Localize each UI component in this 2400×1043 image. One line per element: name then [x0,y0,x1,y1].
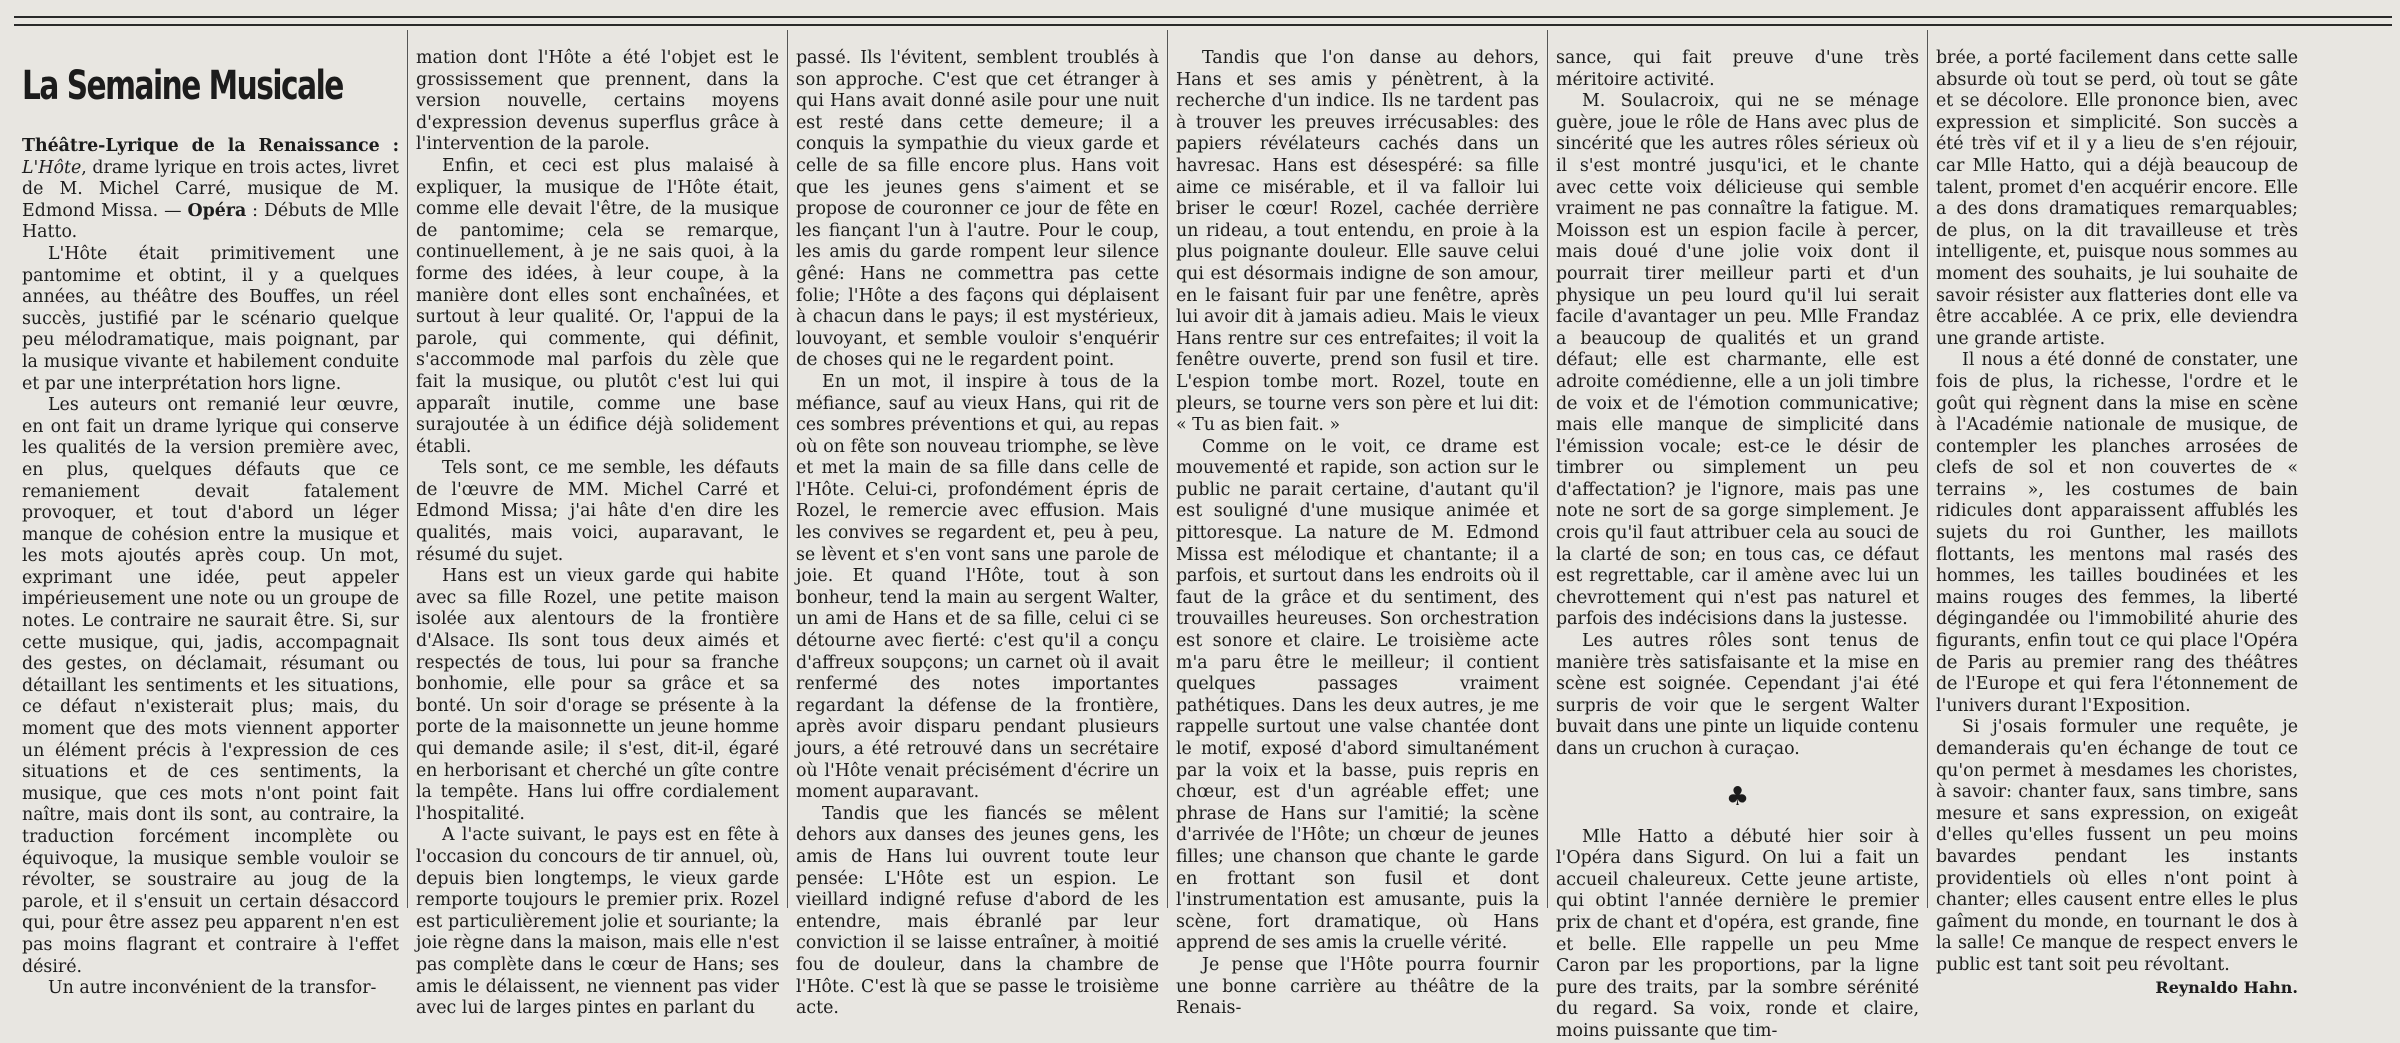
paragraph: Si j'osais formuler une requête, je demanderais qu'en échange de tout ce qu'on permet à mesdames les choristes, à savoir: chanter faux, sans timbre, sans mesure et sans expression, on exigeât d'elles qu'elles fussent un peu moins bavardes pendant les instants providentiels où elles n'ont point à chanter; elles causent entre elles le plus gaîment du monde, en tournant le dos à la salle! Ce manque de respect envers le public est tant soit peu révoltant. [1936,717,2298,975]
paragraph: Il nous a été donné de constater, une fois de plus, la richesse, l'ordre et le goût qui règnent dans la mise en scène à l'Académie nationale de musique, de contempler les planches arrosées de clefs de sol et non couvertes de « terrains », les costumes de bain ridicules dont apparaissent affublés les sujets du roi Gunther, les maillots flottants, les mentons mal rasés des hommes, les tailles boudinées et les mains rouges des femmes, la liberté dégingandée ou l'immobilité ahurie des figurants, enfin tout ce qui place l'Opéra de Paris au premier rang des théâtres de l'Europe et qui fera l'étonnement de l'univers durant l'Exposition. [1936,350,2298,716]
column-3 [788,30,1168,1019]
author-signature: Reynaldo Hahn. [2155,977,2298,997]
club-ornament-icon: ♣ [1725,781,1750,812]
column-4 [1168,30,1548,1019]
paragraph: Un autre inconvénient de la transfor- [48,978,377,999]
paragraph: Mlle Hatto a débuté hier soir à l'Opéra dans Sigurd. On lui a fait un accueil chaleureux. Cette jeune artiste, qui obtint l'année dernière le premier prix de chant et d'opéra, est grande, fine et belle. Elle rappelle un peu Mme Caron par les proportions, par la ligne pure des traits, par la sombre sérénité du regard. Sa voix, ronde et claire, moins puissante que tim- [1556,826,1919,1041]
paragraph: Les autres rôles sont tenus de manière très satisfaisante et la mise en scène est soignée. Cependant j'ai été surpris de voir que le sergent Walter buvait dans une pinte un liquide contenu dans un cruchon à curaçao. [1556,631,1919,759]
paragraph: sance, qui fait preuve d'une très méritoire activité. [1556,48,1919,90]
paragraph: passé. Ils l'évitent, semblent troublés à son approche. C'est que cet étranger à qui Hans avait donné asile pour une nuit est resté dans cette demeure; il a conquis la sympathie du vieux garde et celle de sa fille encore plus. Hans voit que les jeunes gens s'aiment et se propose de couronner ce jour de fête en les fiançant l'un à l'autre. Pour le coup, les amis du garde rompent leur silence gêné: Hans ne commettra pas cette folie; l'Hôte a des façons qui déplaisent à chacun dans le pays; il est mystérieux, louvoyant, et semble vouloir s'enquérir de choses qui ne le regardent point. [796,48,1159,371]
subhead-opera-rest: : Débuts de Mlle Hatto. [22,200,399,243]
paragraph: Tels sont, ce me semble, les défauts de l'œuvre de MM. Michel Carré et Edmond Missa; j'ai hâte d'en dire les qualités, mais voici, auparavant, le résumé du sujet. [416,458,779,565]
column-1 [14,30,408,999]
subhead-theatre: Théâtre-Lyrique de la Renaissance : [22,136,399,156]
column-5 [1548,30,1928,1041]
paragraph: En un mot, il inspire à tous de la méfiance, sauf au vieux Hans, qui rit de ces sombres préventions et qui, au repas où on fête son nouveau triomphe, se lève et met la main de sa fille dans celle de l'Hôte. Celui-ci, profondément épris de Rozel, le remercie avec effusion. Mais les convives se regardent et, peu à peu, se lèvent et s'en vont sans une parole de joie. Et quand l'Hôte, tout à son bonheur, tend la main au sergent Walter, un ami de Hans et de sa fille, celui ci se détourne avec fierté: c'est qu'il a conçu d'affreux soupçons; un carnet où il avait renfermé des notes importantes regardant la défense de la frontière, après avoir disparu pendant plusieurs jours, a été retrouvé dans un secrétaire où l'Hôte venait précisément d'écrire un moment auparavant. [796,371,1159,803]
article-subhead [22,136,399,244]
column-2 [408,30,788,1019]
paragraph: Comme on le voit, ce drame est mouvementé et rapide, son action sur le public ne parait certaine, d'autant qu'il est souligné d'une musique animée et pittoresque. La nature de M. Edmond Missa est mélodique et chantante; il a parfois, et surtout dans les endroits où il faut de la grâce et du sentiment, des trouvailles heureuses. Son orchestration est sonore et claire. Le troisième acte m'a paru être le meilleur; il contient quelques passages vraiment pathétiques. Dans les deux autres, je me rappelle surtout une valse chantée dont le motif, exposé d'abord simultanément par la voix et la basse, puis repris en chœur, est d'un agréable effet; une phrase de Hans sur l'amitié; la scène d'arrivée de l'Hôte; un chœur de jeunes filles; une chanson que chante le garde en frottant son fusil et dont l'instrumentation est amusante, puis la scène, fort dramatique, où Hans apprend de ses amis la cruelle vérité. [1176,436,1539,954]
paragraph: A l'acte suivant, le pays est en fête à l'occasion du concours de tir annuel, où, depuis bien longtemps, le vieux garde remporte toujours le premier prix. Rozel est particulièrement jolie et souriante; la joie règne dans la maison, mais elle n'est pas complète dans le cœur de Hans; ses amis le délaissent, ne viennent pas vider avec lui de larges pintes en parlant du [416,825,779,1019]
column-6 [1928,30,2306,997]
paragraph: Tandis que l'on danse au dehors, Hans et ses amis y pénètrent, à la recherche d'un indice. Ils ne tardent pas à trouver les preuves irrécusables: des papiers révélateurs cachés dans un havresac. Hans est désespéré: sa fille aime ce misérable, et il va falloir lui briser le cœur! Rozel, cachée derrière un rideau, a tout entendu, en proie à la plus poignante douleur. Elle sauve celui qui est désormais indigne de son amour, en le faisant fuir par une fenêtre, après lui avoir dit à jamais adieu. Mais le vieux Hans rentre sur ces entrefaites; il voit la fenêtre ouverte, prend son fusil et tire. L'espion tombe mort. Rozel, toute en pleurs, se tourne vers son père et lui dit: « Tu as bien fait. » [1176,48,1539,436]
paragraph: Enfin, et ceci est plus malaisé à expliquer, la musique de l'Hôte était, comme elle devait l'être, de la musique de pantomime; cela se remarque, continuellement, à je ne sais quoi, à la forme des idées, à leur coupe, à la manière dont elles sont enchaînées, et surtout à leur qualité. Or, l'appui de la parole, qui commente, qui définit, s'accommode mal parfois du zèle que fait la musique, ou plutôt c'est lui qui apparaît inutile, comme une base surajoutée à un édifice déjà solidement établi. [416,155,779,457]
newspaper-page [14,30,2394,1041]
paragraph: Hans est un vieux garde qui habite avec sa fille Rozel, une petite maison isolée aux alentours de la frontière d'Alsace. Ils sont tous deux aimés et respectés de tous, lui pour sa franche bonhomie, elle pour sa grâce et sa bonté. Un soir d'orage se présente à la porte de la maisonnette un jeune homme qui demande asile; il s'est, dit-il, égaré en herborisant et cherché un gîte contre la tempête. Hans lui offre cordialement l'hospitalité. [416,566,779,824]
paragraph: brée, a porté facilement dans cette salle absurde où tout se perd, où tout se gâte et se décolore. Elle prononce bien, avec expression et simplicité. Son succès a été très vif et il y a lieu de s'en réjouir, car Mlle Hatto, qui a déjà beaucoup de talent, promet d'en acquérir encore. Elle a des dons dramatiques remarquables; de plus, on la dit travailleuse et très intelligente, et, puisque nous sommes au moment des souhaits, je lui souhaite de savoir résister aux flatteries dont elle va être accablée. A ce prix, elle deviendra une grande artiste. [1936,48,2298,349]
top-rule [14,16,2392,26]
paragraph: Les auteurs ont remanié leur œuvre, en ont fait un drame lyrique qui conserve les qualités de la version première avec, en plus, quelques défauts que ce remaniement devait fatalement provoquer, et tout d'abord un léger manque de cohésion entre la musique et les mots ajoutés après coup. Un mot, exprimant une idée, peut appeler impérieusement une note ou un groupe de notes. Le contraire ne saurait être. Si, sur cette musique, qui, jadis, accompagnait des gestes, on déclamait, résumant ou détaillant les sentiments et les situations, ce défaut n'existerait plus; mais, du moment que des mots viennent apporter un élément précis à l'expression de ces situations et de ces sentiments, la musique, que ces mots n'ont point fait naître, mais dont ils sont, au contraire, la traduction forcément incomplète ou équivoque, la musique semble vouloir se révolter, se soustraire au joug de la parole, et il s'ensuit un certain désaccord qui, pour être assez peu apparent n'en est pas moins flagrant et contraire à l'effet désiré. [22,395,399,977]
article-title: La Semaine Musicale [22,63,343,109]
subhead-opera: Opéra [187,200,247,221]
paragraph: L'Hôte était primitivement une pantomime et obtint, il y a quelques années, au théâtre des Bouffes, un réel succès, justifié par le scénario quelque peu mélodramatique, mais poignant, par la musique vivante et habilement conduite et par une interprétation hors ligne. [22,243,399,394]
subhead-hote-title: L'Hôte [22,157,82,178]
paragraph: Tandis que les fiancés se mêlent dehors aux danses des jeunes gens, les amis de Hans lui ouvrent toute leur pensée: L'Hôte est un espion. Le vieillard indigné refuse d'abord de les entendre, mais ébranlé par leur conviction il se laisse entraîner, à moitié fou de douleur, dans la chambre de l'Hôte. C'est là que se passe le troisième acte. [796,803,1159,1019]
paragraph: mation dont l'Hôte a été l'objet est le grossissement que prennent, dans la version nouvelle, certains moyens d'expression devenus superflus grâce à l'intervention de la parole. [416,48,779,155]
subhead-hote-rest: , drame lyrique en trois actes, livret de M. Michel Carré, musique de M. Edmond Missa. — [22,157,399,221]
paragraph: Je pense que l'Hôte pourra fournir une bonne carrière au théâtre de la Renais- [1176,954,1539,1019]
paragraph: M. Soulacroix, qui ne se ménage guère, joue le rôle de Hans avec plus de sincérité que les autres rôles sérieux où il s'est montré jusqu'ici, et le chante avec cette voix délicieuse qui semble vraiment ne pas connaître la fatigue. M. Moisson est un espion facile à percer, mais doué d'une jolie voix dont il pourrait tirer meilleur parti et d'un physique un peu lourd qu'il lui serait facile d'avantager un peu. Mlle Frandaz a beaucoup de qualités et un grand défaut; elle est charmante, elle est adroite comédienne, elle a un joli timbre de voix et de l'émotion communicative; mais elle manque de simplicité dans l'émission vocale; est-ce le désir de timbrer ou simplement un peu d'affectation? je l'ignore, mais pas une note ne sort de sa gorge simplement. Je crois qu'il faut attribuer cela au souci de la clarté de son; en tous cas, ce défaut est regrettable, car il amène avec lui un chevrottement qui n'est pas naturel et parfois des indécisions dans la justesse. [1556,91,1919,630]
